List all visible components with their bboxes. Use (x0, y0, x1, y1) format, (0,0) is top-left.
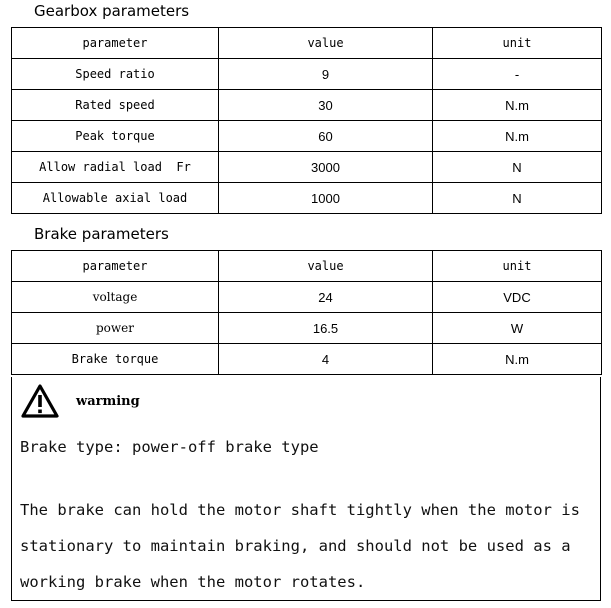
table-row (12, 183, 602, 214)
table-row (12, 344, 602, 375)
warning-triangle-icon (20, 383, 60, 419)
row-value: 3000 (219, 152, 433, 183)
row-unit: VDC (433, 282, 602, 313)
row-unit: N (433, 183, 602, 214)
row-value: 60 (219, 121, 433, 152)
gearbox-parameters-table (11, 27, 602, 214)
row-parameter: voltage (12, 282, 219, 313)
row-unit: N.m (433, 344, 602, 375)
row-parameter: Rated speed (12, 90, 219, 121)
header-unit: unit (433, 251, 602, 282)
table-row (12, 152, 602, 183)
brake-section-title: Brake parameters (34, 225, 169, 243)
brake-description-text: The brake can hold the motor shaft tightly when the motor is stationary to maintain braking, and should not be used as a working brake when the motor rotates. (20, 501, 580, 591)
row-unit: N.m (433, 121, 602, 152)
row-parameter: Speed ratio (12, 59, 219, 90)
row-value: 16.5 (219, 313, 433, 344)
row-value: 30 (219, 90, 433, 121)
table-row (12, 59, 602, 90)
table-header-row (12, 28, 602, 59)
table-row (12, 282, 602, 313)
row-unit: - (433, 59, 602, 90)
table-row (12, 90, 602, 121)
header-unit: unit (433, 28, 602, 59)
row-unit: N.m (433, 90, 602, 121)
header-parameter: parameter (12, 28, 219, 59)
table-header-row (12, 251, 602, 282)
header-value: value (219, 251, 433, 282)
row-parameter: power (12, 313, 219, 344)
row-value: 1000 (219, 183, 433, 214)
row-parameter: Allow radial load Fr (12, 152, 219, 183)
table-row (12, 121, 602, 152)
brake-type-text: Brake type: power-off brake type (20, 438, 319, 456)
header-value: value (219, 28, 433, 59)
warning-label: warming (76, 393, 140, 409)
row-parameter: Peak torque (12, 121, 219, 152)
row-value: 9 (219, 59, 433, 90)
header-parameter: parameter (12, 251, 219, 282)
warning-header (20, 381, 140, 421)
row-unit: W (433, 313, 602, 344)
row-unit: N (433, 152, 602, 183)
warning-notice-box (11, 377, 601, 601)
gearbox-section-title: Gearbox parameters (34, 2, 190, 20)
row-value: 24 (219, 282, 433, 313)
brake-parameters-table (11, 250, 602, 375)
row-parameter: Allowable axial load (12, 183, 219, 214)
table-row (12, 313, 602, 344)
row-value: 4 (219, 344, 433, 375)
row-parameter: Brake torque (12, 344, 219, 375)
